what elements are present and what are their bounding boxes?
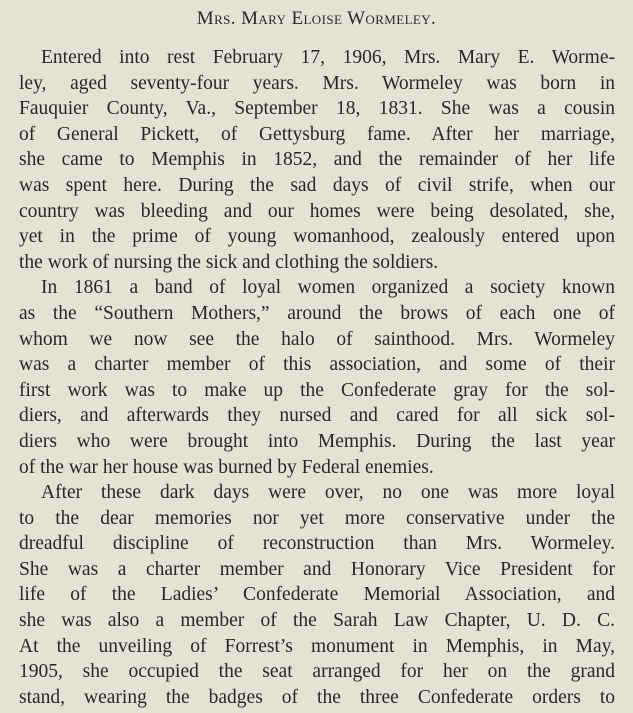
text-line: stand, wearing the badges of the three Confederate orders to [19,686,615,708]
paragraph-2 [19,275,615,480]
text-line: of General Pickett, of Gettysburg fame. After her marriage, [19,123,615,145]
text-line: she was also a member of the Sarah Law Chapter, U. D. C. [19,610,615,632]
text-line: to the dear memories nor yet more conservative under the [19,507,615,529]
text-line: In 1861 a band of loyal women organized a society known [41,277,615,299]
text-line: She was a charter member and Honorary Vice President for [19,558,615,580]
text-line: the work of nursing the sick and clothing the soldiers. [19,251,439,273]
text-line: Fauquier County, Va., September 18, 1831. She was a cousin [19,98,615,120]
text-line: life of the Ladies’ Confederate Memorial Association, and [19,584,615,606]
text-line: diers, and afterwards they nursed and cared for all sick sol- [19,405,615,427]
text-line: she came to Memphis in 1852, and the remainder of her life [19,149,615,171]
text-line: first work was to make up the Confederate gray for the sol- [19,379,615,401]
page-title: Mrs. Mary Eloise Wormeley. [196,8,437,29]
text-line: whom we now see the halo of sainthood. Mrs. Wormeley [19,328,615,350]
text-line: At the unveiling of Forrest’s monument in Memphis, in May, [19,635,615,657]
text-line: was a charter member of this association, and some of their [19,354,615,376]
text-line: dreadful discipline of reconstruction than Mrs. Wormeley. [19,533,615,555]
body-text [19,45,615,710]
text-line: of the war her house was burned by Federal enemies. [19,456,434,478]
text-line: After these dark days were over, no one was more loyal [41,482,615,504]
paragraph-3 [19,480,615,710]
text-line: country was bleeding and our homes were being desolated, she, [19,200,615,222]
text-line: yet in the prime of young womanhood, zealously entered upon [19,226,615,248]
text-line: ley, aged seventy-four years. Mrs. Wormeley was born in [19,72,615,94]
paragraph-1 [19,45,615,275]
text-line: diers who were brought into Memphis. During the last year [19,430,615,452]
text-line: 1905, she occupied the seat arranged for her on the grand [19,661,615,683]
text-line: as the “Southern Mothers,” around the brows of each one of [19,302,615,324]
text-line: Entered into rest February 17, 1906, Mrs. Mary E. Worme- [41,47,615,68]
text-line: was spent here. During the sad days of civil strife, when our [19,174,615,196]
